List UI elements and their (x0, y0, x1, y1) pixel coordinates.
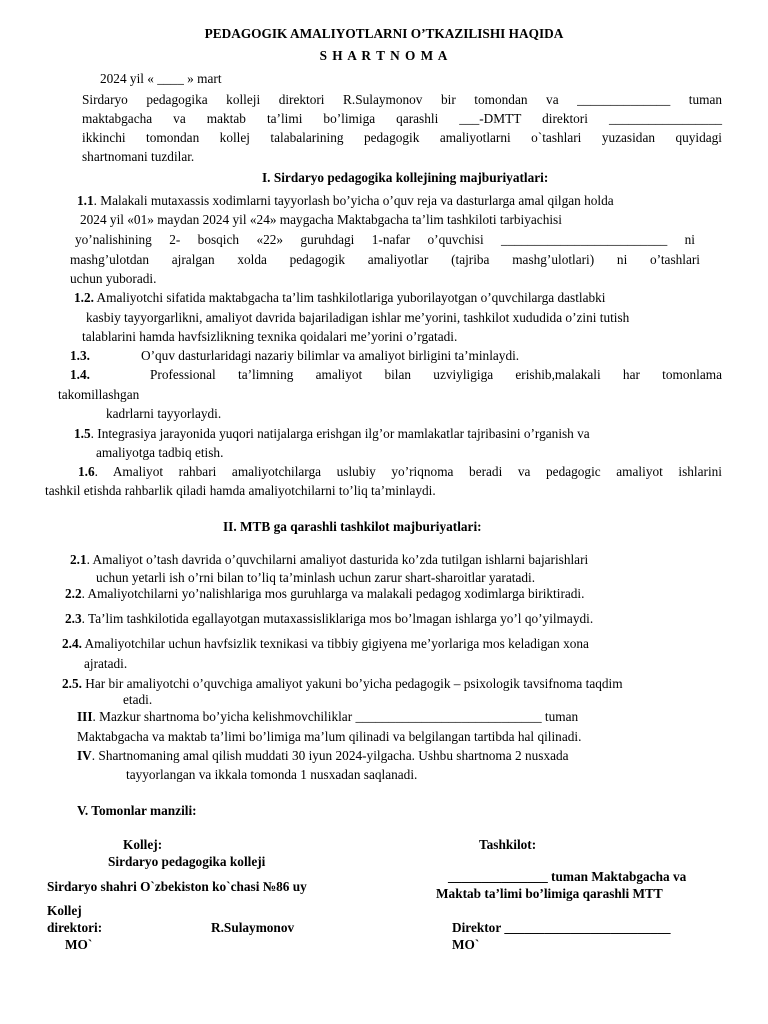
item-text: . Ta’lim tashkilotida egallayotgan mutaxassisliklariga mos bo’lmagan ishlarga yo’l qo’yilmaydi. (81, 611, 594, 626)
item-1-3 (70, 348, 90, 365)
item-text: . Integrasiya jarayonida yuqori natijalarga erishgan ilg’or mamlakatlar tajribasini o’rganish va (90, 426, 590, 441)
item-number: 1.2. (74, 290, 94, 305)
section-4-line-2: tayyorlangan va ikkala tomonda 1 nusxadan saqlanadi. (126, 767, 418, 782)
item-text: . Amaliyotchilarni yo’nalishlariga mos guruhlarga va malakali pedagog xodimlarga biriktiradi. (81, 586, 585, 601)
item-text: Har bir amaliyotchi o’quvchiga amaliyot yakuni bo’yicha pedagogik – psixologik tavsifnoma taqdim (81, 676, 623, 691)
item-2-3 (65, 611, 593, 628)
item-1-4-text: Professional ta’limning amaliyot bilan uzviyligiga erishib,malakali har tomonlama (150, 367, 722, 382)
organization-label: Tashkilot: (479, 837, 537, 852)
item-number: 2.4. (62, 636, 82, 651)
item-1-4-line-2: takomillashgan (58, 387, 140, 402)
item-2-2 (65, 586, 584, 603)
item-number: 1.4. (70, 367, 90, 382)
college-sign-1: Kollej (47, 903, 82, 918)
item-text: . Amaliyot rahbari amaliyotchilarga uslubiy yo’riqnoma beradi va pedagogic amaliyot ishlarini (94, 464, 722, 479)
item-number: 2.1 (70, 552, 87, 567)
item-1-1-line-4: mashg’ulotdan ajralgan xolda pedagogik amaliyotlar (tajriba mashg’ulotlari) ni o’tashlari (70, 252, 700, 267)
college-stamp: MO` (65, 937, 93, 952)
item-1-3-text: O’quv dasturlaridagi nazariy bilimlar va amaliyot birligini ta’minlaydi. (141, 348, 520, 363)
section-3 (77, 709, 578, 726)
item-2-4 (62, 636, 589, 653)
section-4 (77, 748, 569, 765)
intro-line-1: Sirdaryo pedagogika kolleji direktori R.Sulaymonov bir tomondan va ______________ tuman (82, 92, 722, 107)
intro-line-2: maktabgacha va maktab ta’limi bo’limiga qarashli ___-DMTT direktori _________________ (82, 111, 722, 126)
college-label: Kollej: (123, 837, 163, 852)
intro-line-4: shartnomani tuzdilar. (82, 149, 195, 164)
item-number: 1.5 (74, 426, 91, 441)
section-5-heading: V. Tomonlar manzili: (77, 803, 197, 818)
item-2-4-line-2: ajratadi. (84, 656, 128, 671)
item-1-1-line-5: uchun yuboradi. (70, 271, 157, 286)
section-3-line-2: Maktabgacha va maktab ta’limi bo’limiga ma’lum qilinadi va belgilangan tartibda hal qilinadi. (77, 729, 582, 744)
item-1-2-line-3: talablarini hamda havfsizlikning texnika qoidalari me’yorini o’rgatadi. (82, 329, 458, 344)
item-1-6-line-2: tashkil etishda rahbarlik qiladi hamda amaliyotchilarni to’liq ta’minlaydi. (45, 483, 436, 498)
item-1-4 (70, 367, 90, 384)
college-name: Sirdaryo pedagogika kolleji (108, 854, 266, 869)
document-subtitle: S H A R T N O M A (319, 48, 449, 63)
section-2-heading: II. MTB ga qarashli tashkilot majburiyatlari: (223, 519, 482, 534)
date-line: 2024 yil « ____ » mart (100, 71, 222, 86)
item-1-1-line-3: yo’nalishining 2- bosqich «22» guruhdagi 1-nafar o’quvchisi _________________________ ni (75, 232, 695, 247)
item-number: 1.1 (77, 193, 94, 208)
item-number: 1.6 (78, 464, 95, 479)
item-text: . Mazkur shartnoma bo’yicha kelishmovchiliklar ____________________________ tuman (92, 709, 579, 724)
organization-line-2: Maktab ta’limi bo’limiga qarashli MTT (436, 886, 663, 901)
item-text: Amaliyotchi sifatida maktabgacha ta’lim tashkilotlariga yuborilayotgan o’quvchilarga dastlabki (93, 290, 606, 305)
organization-sign: Direktor _________________________ (452, 920, 671, 935)
item-1-2 (74, 290, 606, 307)
item-number: 1.3. (70, 348, 90, 363)
item-2-1-line-2: uchun yetarli ish o’rni bilan to’liq ta’minlash uchun zarur shart-sharoitlar yaratadi. (96, 570, 536, 585)
college-sign-2: direktori: (47, 920, 103, 935)
item-number: 2.3 (65, 611, 82, 626)
item-number: IV (77, 748, 92, 763)
section-1-heading: I. Sirdaryo pedagogika kollejining majburiyatlari: (262, 170, 549, 185)
item-text: . Amaliyot o’tash davrida o’quvchilarni amaliyot dasturida ko’zda tutilgan ishlarni bajarishlari (86, 552, 589, 567)
item-2-5-line-2: etadi. (123, 692, 153, 707)
item-1-5 (74, 426, 590, 443)
document-title: PEDAGOGIK AMALIYOTLARNI O’TKAZILISHI HAQIDA (204, 26, 564, 41)
item-1-5-line-2: amaliyotga tadbiq etish. (96, 445, 224, 460)
item-2-1 (70, 552, 588, 569)
item-1-2-line-2: kasbiy tayyorgarlikni, amaliyot davrida bajariladigan ishlar me’yorini, tashkilot xududida o’zini tutish (86, 310, 630, 325)
item-2-5 (62, 676, 623, 693)
college-signer: R.Sulaymonov (211, 920, 295, 935)
item-number: 2.2 (65, 586, 82, 601)
item-number: III (77, 709, 93, 724)
item-1-6 (78, 464, 722, 481)
item-1-4-line-3: kadrlarni tayyorlaydi. (106, 406, 222, 421)
item-text: . Shartnomaning amal qilish muddati 30 iyun 2024-yilgacha. Ushbu shartnoma 2 nusxada (91, 748, 569, 763)
intro-line-3: ikkinchi tomondan kollej talabalarining pedagogik amaliyotlarni o`tashlari yuzasidan quyidagi (82, 130, 722, 145)
organization-line-1: _______________ tuman Maktabgacha va (448, 869, 687, 884)
item-number: 2.5. (62, 676, 82, 691)
item-text: Amaliyotchilar uchun havfsizlik texnikasi va tibbiy gigiyena me’yorlariga mos keladigan xona (81, 636, 589, 651)
organization-stamp: MO` (452, 937, 480, 952)
item-text: . Malakali mutaxassis xodimlarni tayyorlash bo’yicha o’quv reja va dasturlarga amal qilgan holda (93, 193, 614, 208)
college-address: Sirdaryo shahri O`zbekiston ko`chasi №86 uy (47, 879, 307, 894)
item-1-1-line-2: 2024 yil «01» maydan 2024 yil «24» maygacha Maktabgacha ta’lim tashkiloti tarbiyachisi (80, 212, 562, 227)
item-1-1 (77, 193, 614, 210)
